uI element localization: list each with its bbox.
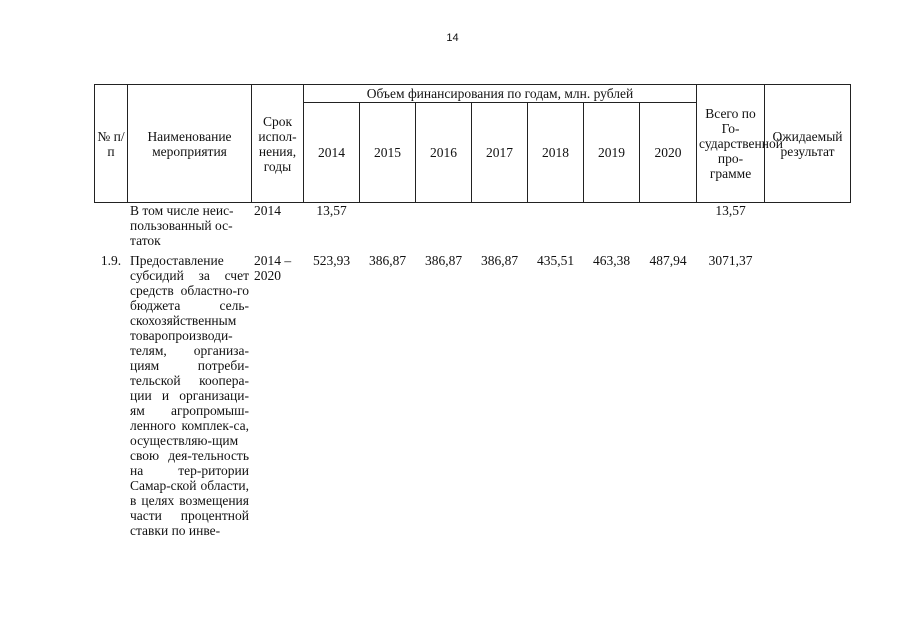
row-total: 3071,37 <box>708 253 753 268</box>
row-value-2014: 13,57 <box>316 203 347 218</box>
row-value-2016: 386,87 <box>424 253 463 268</box>
row-name: Предоставление субсидий за счет средств областно-го бюджета сель-скохозяйственным товаропроизводи-телям, организа-циям потреби-тельской коопера-ции и организаци-ям агропромыш-ленного комплек-са, осуществляю-щим свою дея-тельность на тер-ритории Самар-ской области, в целях возмещения части процентной ставки по инве- <box>130 253 249 538</box>
row-value-2020: 487,94 <box>649 253 687 268</box>
row-value-2018: 435,51 <box>536 253 575 268</box>
funding-table <box>94 84 851 538</box>
page-number: 14 <box>446 32 459 44</box>
row-value-2015: 386,87 <box>368 253 407 268</box>
header-num: № п/п <box>95 85 128 203</box>
header-year-2019: 2019 <box>584 103 640 203</box>
header-name: Наименование мероприятия <box>128 85 252 203</box>
row-term: 2014 <box>254 203 281 218</box>
row-value-2016 <box>416 203 472 254</box>
row-value-2014: 523,93 <box>312 253 351 268</box>
row-result <box>765 203 851 254</box>
row-value-2018 <box>528 203 584 254</box>
header-year-2015: 2015 <box>360 103 416 203</box>
row-num: 1.9. <box>100 253 122 268</box>
row-name: В том числе неис-пользованный ос-таток <box>130 203 234 248</box>
row-value-2015 <box>360 203 416 254</box>
header-year-2020: 2020 <box>640 103 697 203</box>
row-result <box>765 253 851 538</box>
header-funding-group: Объем финансирования по годам, млн. рублей <box>304 85 697 103</box>
row-value-2017: 386,87 <box>480 253 519 268</box>
table-row <box>95 253 851 538</box>
row-num <box>95 203 128 254</box>
row-term: 2014 – 2020 <box>254 253 292 283</box>
header-result: Ожидаемый результат <box>765 85 851 203</box>
header-year-2017: 2017 <box>472 103 528 203</box>
row-value-2020 <box>640 203 697 254</box>
header-term: Срок испол-нения, годы <box>252 85 304 203</box>
row-value-2019: 463,38 <box>592 253 631 268</box>
header-year-2014: 2014 <box>304 103 360 203</box>
table-row <box>95 203 851 254</box>
row-total: 13,57 <box>715 203 746 218</box>
header-total: Всего по Го-сударственной про-грамме <box>697 85 765 203</box>
row-value-2019 <box>584 203 640 254</box>
header-year-2016: 2016 <box>416 103 472 203</box>
row-value-2017 <box>472 203 528 254</box>
header-year-2018: 2018 <box>528 103 584 203</box>
